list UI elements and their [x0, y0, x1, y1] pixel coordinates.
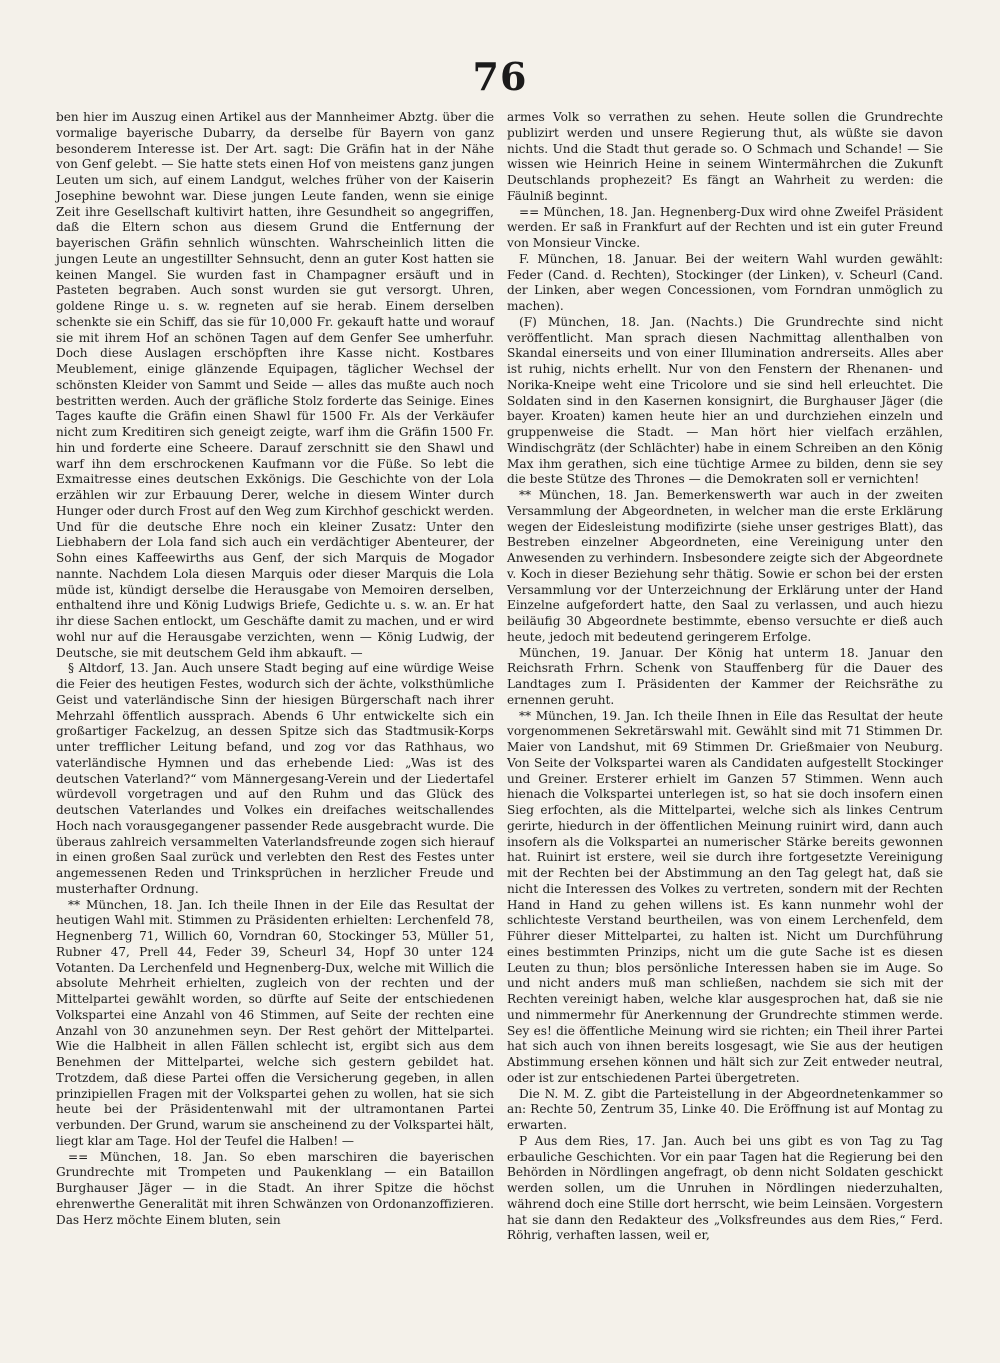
article-paragraph: ** München, 18. Jan. Bemerkenswerth war auch in der zweiten Versammlung der Abgeordneten, in welcher man die erste Erklärung wegen der Eidesleistung modifizirte (siehe unser gestriges Blatt), das Bestreben einzelner Abgeordneten, eine Vereinigung unter den Anwesenden zu verhindern. Insbesondere zeigte sich der Abgeordnete v. Koch in dieser Beziehung sehr thätig. Sowie er schon bei der ersten Versammlung vor der Unterzeichnung der Erklärung unter der Hand Einzelne aufgefordert hatte, den Saal zu verlassen, und auch hiezu beiläufig 30 Abgeordnete bestimmte, ebenso versuchte er dieß auch heute, jedoch mit bedeutend geringerem Erfolge. [507, 488, 943, 644]
article-paragraph: § Altdorf, 13. Jan. Auch unsere Stadt beging auf eine würdige Weise die Feier des heutigen Festes, wodurch sich der ächte, volksthümliche Geist und vaterländische Sinn der hiesigen Bürgerschaft nach ihrer Mehrzahl öffentlich aussprach. Abends 6 Uhr entwickelte sich ein großartiger Fackelzug, an dessen Spitze sich das Stadtmusik-Korps unter trefflicher Leitung befand, und zog vor das Rathhaus, wo vaterländische Hymnen und das erhebende Lied: „Was ist des deutschen Vaterland?“ vom Männergesang-Verein und der Liedertafel würdevoll vorgetragen und auf den Ruhm und das Glück des deutschen Vaterlandes und Volkes ein dreifaches weitschallendes Hoch nach vorausgegangener passender Rede ausgebracht wurde. Die überaus zahlreich versammelten Vaterlandsfreunde zogen sich hierauf in einen großen Saal zurück und verlebten den Rest des Festes unter angemessenen Reden und Trinksprüchen in herzlicher Freude und musterhafter Ordnung. [56, 661, 494, 896]
page-number: 76 [472, 54, 528, 99]
article-paragraph: ** München, 18. Jan. Ich theile Ihnen in der Eile das Resultat der heutigen Wahl mit. Stimmen zu Präsidenten erhielten: Lerchenfeld 78, Hegnenberg 71, Willich 60, Vorndran 60, Stockinger 53, Müller 51, Rubner 47, Prell 44, Feder 39, Scheurl 34, Hopf 30 unter 124 Votanten. Da Lerchenfeld und Hegnenberg-Dux, welche mit Willich die absolute Mehrheit erhielten, zugleich von der rechten und der Mittelpartei gewählt worden, so dürfte auf Seite der entschiedenen Volkspartei eine Anzahl von 46 Stimmen, auf Seite der rechten eine Anzahl von 30 anzunehmen seyn. Der Rest gehört der Mittelpartei. Wie die Halbheit in allen Fällen schlecht ist, ergibt sich aus dem Benehmen der Mittelpartei, welche sich gestern gebildet hat. Trotzdem, daß diese Partei offen die Versicherung gegeben, in allen prinzipiellen Fragen mit der Volkspartei gehen zu wollen, hat sie sich heute bei der Präsidentenwahl mit der ultramontanen Partei verbunden. Der Grund, warum sie anscheinend zu der Volkspartei hält, liegt klar am Tage. Hol der Teufel die Halben! — [56, 897, 494, 1148]
article-paragraph: (F) München, 18. Jan. (Nachts.) Die Grundrechte sind nicht veröffentlicht. Man sprach diesen Nachmittag allenthalben von Skandal einerseits und von einer Illumination andrerseits. Alles aber ist ruhig, nichts erhellt. Nur von den Fenstern der Rhenanen- und Norika-Kneipe weht eine Tricolore und sie sind hell erleuchtet. Die Soldaten sind in den Kasernen konsignirt, die Burghauser Jäger (die bayer. Kroaten) kamen heute hier an und durchziehen einzeln und gruppenweise die Stadt. — Man hört hier vielfach erzählen, Windischgrätz (der Schlächter) habe in einem Schreiben an den König Max ihm gerathen, sich eine tüchtige Armee zu bilden, denn sie sey die beste Stütze des Thrones — die Demokraten soll er vernichten! [507, 314, 943, 487]
article-paragraph: ** München, 19. Jan. Ich theile Ihnen in Eile das Resultat der heute vorgenommenen Sekretärswahl mit. Gewählt sind mit 71 Stimmen Dr. Maier von Landshut, mit 69 Stimmen Dr. Grießmaier von Neuburg. Von Seite der Volkspartei waren als Candidaten aufgestellt Stockinger und Greiner. Ersterer erhielt im Ganzen 57 Stimmen. Wenn auch hienach die Volkspartei unterlegen ist, so hat sie doch insofern einen Sieg erfochten, als die Mittelpartei, welche sich als linkes Centrum gerirte, hiedurch in der öffentlichen Meinung ruinirt wird, dann auch insofern als die Volkspartei an numerischer Stärke bereits gewonnen hat. Ruinirt ist erstere, weil sie durch ihre fortgesetzte Vereinigung mit der Rechten bei der Abstimmung an den Tag gelegt hat, daß sie nicht die Interessen des Volkes zu vertreten, sondern mit der Rechten Hand in Hand zu gehen willens ist. Es kann nunmehr wohl der schlichteste Verstand beurtheilen, was von einem Lerchenfeld, dem Führer dieser Mittelpartei, zu halten ist. Nicht um Durchführung eines bestimmten Prinzips, nicht um die gute Sache ist es diesen Leuten zu thun; blos persönliche Interessen haben sie im Auge. So und nicht anders muß man schließen, nachdem sie sich mit der Rechten vereinigt haben, welche klar ausgesprochen hat, daß sie nie und nimmermehr für Anerkennung der Grundrechte stimmen werde. Sey es! die öffentliche Meinung wird sie richten; ein Theil ihrer Partei hat sich auch von ihnen bereits losgesagt, wie Sie aus der heutigen Abstimmung ersehen können und hält sich zur Zeit entweder neutral, oder ist zur entschiedenen Partei übergetreten. [507, 708, 943, 1085]
article-paragraph: == München, 18. Jan. Hegnenberg-Dux wird ohne Zweifel Präsident werden. Er saß in Frankfurt auf der Rechten und ist ein guter Freund von Monsieur Vincke. [507, 204, 943, 250]
left-column [56, 110, 494, 1228]
article-paragraph: München, 19. Januar. Der König hat unterm 18. Januar den Reichsrath Frhrn. Schenk von Stauffenberg für die Dauer des Landtages zum I. Präsidenten der Kammer der Reichsräthe zu ernennen geruht. [507, 645, 943, 707]
article-paragraph: Die N. M. Z. gibt die Parteistellung in der Abgeordnetenkammer so an: Rechte 50, Zentrum 35, Linke 40. Die Eröffnung ist auf Montag zu erwarten. [507, 1086, 943, 1132]
right-column [507, 110, 943, 1244]
article-paragraph: == München, 18. Jan. So eben marschiren die bayerischen Grundrechte mit Trompeten und Paukenklang — ein Bataillon Burghauser Jäger — in die Stadt. An ihrer Spitze die höchst ehrenwerthe Generalität mit ihren Schwänzen von Ordonanzoffizieren. Das Herz möchte Einem bluten, sein [56, 1149, 494, 1227]
article-paragraph: P Aus dem Ries, 17. Jan. Auch bei uns gibt es von Tag zu Tag erbauliche Geschichten. Vor ein paar Tagen hat die Regierung bei den Behörden in Nördlingen angefragt, ob denn nicht Soldaten geschickt werden sollen, um die Unruhen in Nördlingen niederzuhalten, während doch eine Stille dort herrscht, wie beim Leinsäen. Vorgestern hat sie dann den Redakteur des „Volksfreundes aus dem Ries,“ Ferd. Röhrig, verhaften lassen, weil er, [507, 1133, 943, 1243]
article-paragraph: F. München, 18. Januar. Bei der weitern Wahl wurden gewählt: Feder (Cand. d. Rechten), Stockinger (der Linken), v. Scheurl (Cand. der Linken, aber wegen Concessionen, vom Forndran unmöglich zu machen). [507, 251, 943, 313]
article-paragraph: armes Volk so verrathen zu sehen. Heute sollen die Grundrechte publizirt werden und unsere Regierung thut, als wüßte sie davon nichts. Und die Stadt thut gerade so. O Schmach und Schande! — Sie wissen wie Heinrich Heine in seinem Wintermährchen die Zukunft Deutschlands prophezeit? Es fängt an Wahrheit zu werden: die Fäulniß beginnt. [507, 110, 943, 203]
article-paragraph: ben hier im Auszug einen Artikel aus der Mannheimer Abztg. über die vormalige bayerische Dubarry, da derselbe für Bayern von ganz besonderem Interesse ist. Der Art. sagt: Die Gräfin hat in der Nähe von Genf gelebt. — Sie hatte stets einen Hof von meistens ganz jungen Leuten um sich, auf einem Landgut, welches früher von der Kaiserin Josephine bewohnt war. Diese jungen Leute fanden, wenn sie einige Zeit ihre Gesellschaft kultivirt hatten, ihre Gesundheit so angegriffen, daß die Eltern schon aus diesem Grund die Entfernung der bayerischen Gräfin sehnlich wünschten. Wahrscheinlich litten die jungen Leute an ungestillter Sehnsucht, denn an guter Kost hatten sie keinen Mangel. Sie wurden fast in Champagner ersäuft und in Pasteten begraben. Auch sonst wurden sie gut versorgt. Uhren, goldene Ringe u. s. w. regneten auf sie herab. Einem derselben schenkte sie ein Schiff, das sie für 10,000 Fr. gekauft hatte und worauf sie mit ihrem Hof an schönen Tagen auf dem Genfer See umherfuhr. Doch diese Auslagen erschöpften ihre Kasse nicht. Kostbares Meublement, einige glänzende Equipagen, täglicher Wechsel der schönsten Kleider von Sammt und Seide — alles das mußte auch noch bestritten werden. Auch der gräfliche Stolz forderte das Seinige. Eines Tages kaufte die Gräfin einen Shawl für 1500 Fr. Als der Verkäufer nicht zum Kreditiren sich geneigt zeigte, warf ihm die Gräfin 1500 Fr. hin und forderte eine Scheere. Darauf zerschnitt sie den Shawl und warf ihn dem erschrockenen Kaufmann vor die Füße. So lebt die Exmaitresse eines deutschen Exkönigs. Die Geschichte von der Lola erzählen wir zur Erbauung Derer, welche in diesem Winter durch Hunger oder durch Frost auf den Weg zum Kirchhof geschickt werden. Und für die deutsche Ehre noch ein kleiner Zusatz: Unter den Liebhabern der Lola fand sich auch ein verdächtiger Abenteurer, der Sohn eines Kaffeewirths aus Genf, der sich Marquis de Mogador nannte. Nachdem Lola diesen Marquis oder dieser Marquis die Lola müde ist, kündigt derselbe die Herausgabe von Memoiren derselben, enthaltend ihre und König Ludwigs Briefe, Gedichte u. s. w. an. Er hat ihr diese Sachen entlockt, um Geschäfte damit zu machen, und er wird wohl nur auf die Herausgabe verzichten, wenn — König Ludwig, der Deutsche, sie mit deutschem Geld ihm abkauft. — [56, 110, 494, 660]
